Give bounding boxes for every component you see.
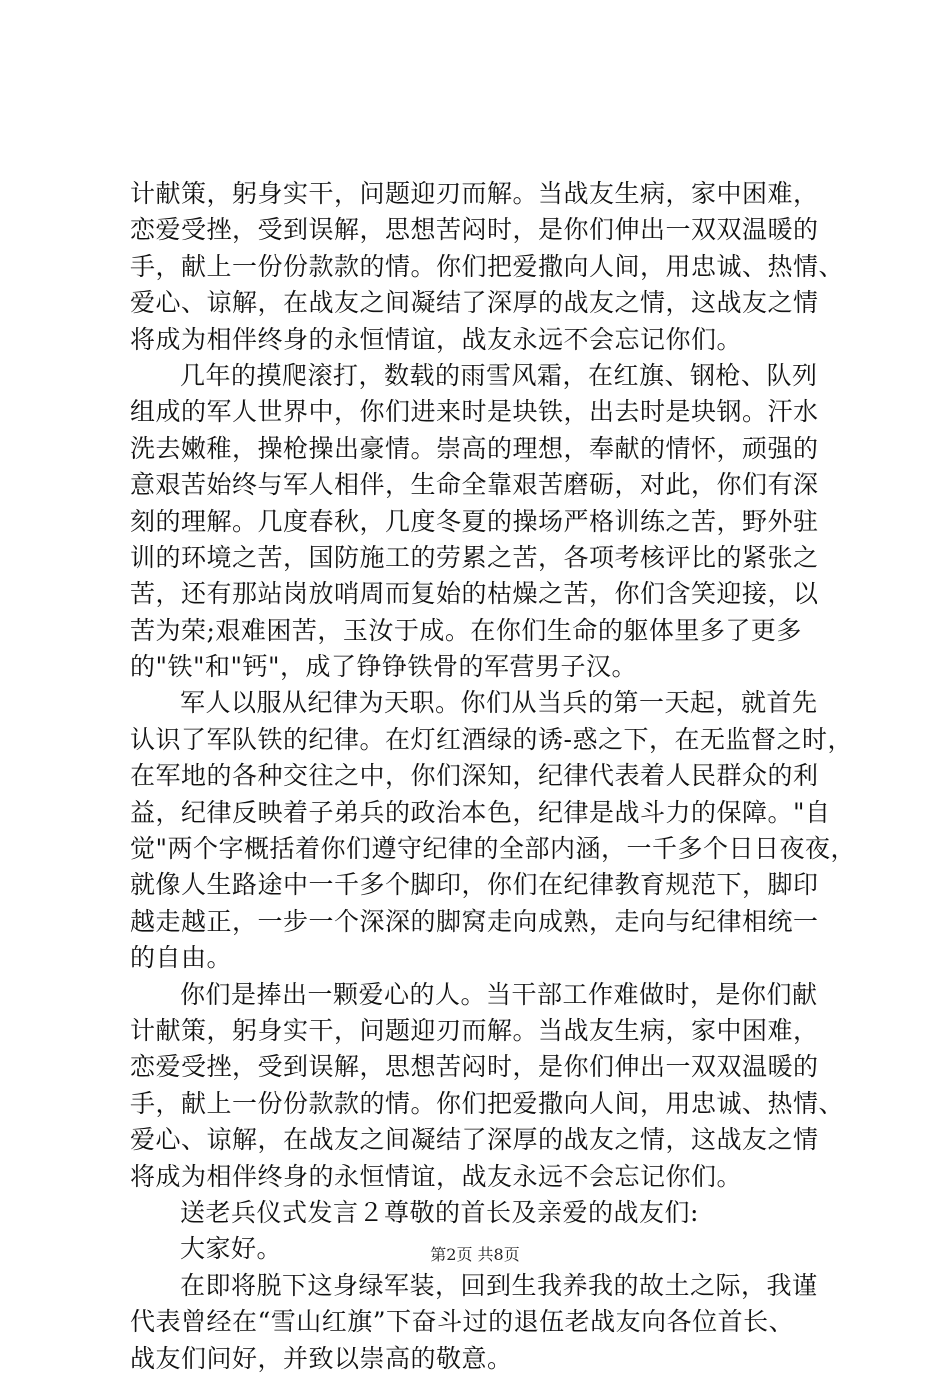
text-line: 你们是捧出一颗爱心的人。当干部工作难做时，是你们献 (180, 979, 818, 1009)
text-line: 几年的摸爬滚打，数载的雨雪风霜，在红旗、钢枪、队列 (180, 360, 818, 390)
text-line: 组成的军人世界中，你们进来时是块铁，出去时是块钢。汗水 (130, 397, 819, 427)
text-line: 计献策，躬身实干，问题迎刃而解。当战友生病，家中困难， (130, 1015, 819, 1045)
text-line: 手，献上一份份款款的情。你们把爱撒向人间，用忠诚、热情、 (130, 251, 845, 281)
text-line: 训的环境之苦，国防施工的劳累之苦，各项考核评比的紧张之 (130, 542, 819, 572)
text-line: 在即将脱下这身绿军装，回到生我养我的故土之际，我谨 (180, 1270, 818, 1300)
text-line: 就像人生路途中一千多个脚印，你们在纪律教育规范下，脚印 (130, 870, 819, 900)
text-line: 洗去嫩稚，操枪操出豪情。崇高的理想，奉献的情怀，顽强的 (130, 433, 819, 463)
text-line: 益，纪律反映着子弟兵的政治本色，纪律是战斗力的保障。"自 (130, 797, 831, 827)
text-line: 代表曾经在“雪山红旗”下奋斗过的退伍老战友向各位首长、 (130, 1307, 795, 1337)
text-line: 战友们问好，并致以崇高的敬意。 (130, 1343, 513, 1373)
document-body (130, 176, 857, 1377)
text-line: 苦，还有那站岗放哨周而复始的枯燥之苦，你们含笑迎接，以 (130, 579, 819, 609)
text-line: 恋爱受挫，受到误解，思想苦闷时，是你们伸出一双双温暖的 (130, 1052, 819, 1082)
text-line: 意艰苦始终与军人相伴，生命全靠艰苦磨砺，对此，你们有深 (130, 470, 819, 500)
page-footer: 第2页 共8页 (430, 1245, 520, 1264)
text-line: 在军地的各种交往之中，你们深知，纪律代表着人民群众的利 (130, 761, 819, 791)
text-line: 的"铁"和"钙"，成了铮铮铁骨的军营男子汉。 (130, 652, 637, 682)
text-line: 送老兵仪式发言２尊敬的首长及亲爱的战友们: (180, 1197, 699, 1227)
text-line: 将成为相伴终身的永恒情谊，战友永远不会忘记你们。 (130, 1161, 743, 1191)
text-line: 刻的理解。几度春秋，几度冬夏的操场严格训练之苦，野外驻 (130, 506, 819, 536)
text-line: 爱心、谅解，在战友之间凝结了深厚的战友之情，这战友之情 (130, 1125, 819, 1155)
text-line: 将成为相伴终身的永恒情谊，战友永远不会忘记你们。 (130, 324, 743, 354)
text-line: 越走越正，一步一个深深的脚窝走向成熟，走向与纪律相统一 (130, 906, 819, 936)
text-line: 恋爱受挫，受到误解，思想苦闷时，是你们伸出一双双温暖的 (130, 215, 819, 245)
text-line: 认识了军队铁的纪律。在灯红酒绿的诱-惑之下，在无监督之时， (130, 724, 853, 754)
text-line: 军人以服从纪律为天职。你们从当兵的第一天起，就首先 (180, 688, 818, 718)
text-line: 计献策，躬身实干，问题迎刃而解。当战友生病，家中困难， (130, 179, 819, 208)
text-line: 的自由。 (130, 943, 233, 973)
text-line: 苦为荣;艰难困苦，玉汝于成。在你们生命的躯体里多了更多 (130, 615, 802, 645)
text-line: 觉"两个字概括着你们遵守纪律的全部内涵，一千多个日日夜夜， (130, 834, 857, 864)
text-line: 手，献上一份份款款的情。你们把爱撒向人间，用忠诚、热情、 (130, 1088, 845, 1118)
text-line: 大家好。 (180, 1234, 283, 1264)
text-line: 爱心、谅解，在战友之间凝结了深厚的战友之情，这战友之情 (130, 288, 819, 318)
